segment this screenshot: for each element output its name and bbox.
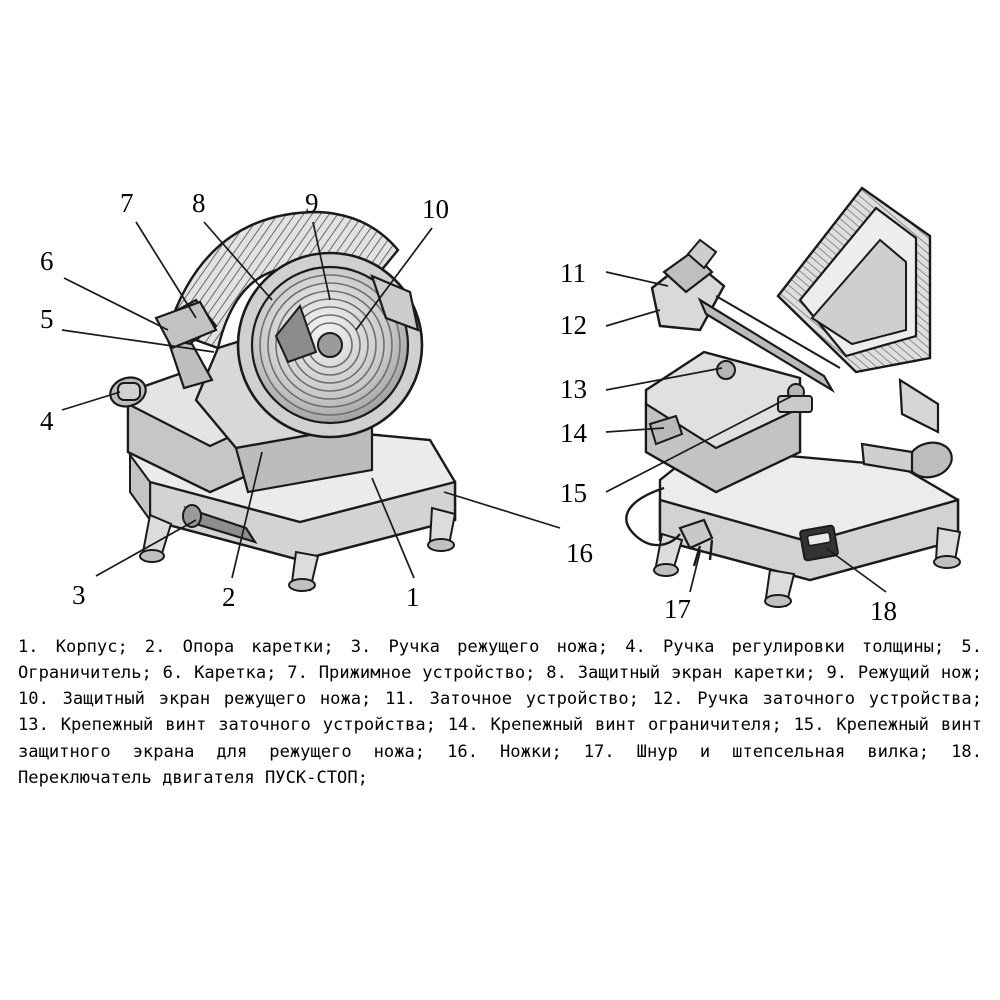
right-machine-view bbox=[560, 188, 960, 626]
callout-16: 16 bbox=[566, 538, 593, 568]
left-machine-view bbox=[40, 188, 593, 612]
parts-legend bbox=[18, 634, 982, 791]
callout-15: 15 bbox=[560, 478, 587, 508]
callout-14: 14 bbox=[560, 418, 587, 448]
callout-6: 6 bbox=[40, 246, 54, 276]
callout-12: 12 bbox=[560, 310, 587, 340]
legend-text: 1. Корпус; 2. Опора каретки; 3. Ручка режущего ножа; 4. Ручка регулировки толщины; 5. Ограничитель; 6. Каретка; 7. Прижимное устройство; 8. Защитный экран каретки; 9. Режущий нож; 10. Защитный экран режущего ножа; 11. Заточное устройство; 12. Ручка заточного устройства; 13. Крепежный винт заточного устройства; 14. Крепежный винт ограничителя; 15. Крепежный винт защитного экрана для режущего ножа; 16. Ножки; 17. Шнур и штепсельная вилка; 18. Переключатель двигателя ПУСК-СТОП; bbox=[18, 637, 982, 788]
callout-4: 4 bbox=[40, 406, 54, 436]
callout-9: 9 bbox=[305, 188, 319, 218]
callout-1: 1 bbox=[406, 582, 420, 612]
callout-13: 13 bbox=[560, 374, 587, 404]
callout-18: 18 bbox=[870, 596, 897, 626]
callout-10: 10 bbox=[422, 194, 449, 224]
callout-3: 3 bbox=[72, 580, 86, 610]
callout-5: 5 bbox=[40, 304, 54, 334]
callout-11: 11 bbox=[560, 258, 586, 288]
callout-8: 8 bbox=[192, 188, 206, 218]
callout-2: 2 bbox=[222, 582, 236, 612]
callout-17: 17 bbox=[664, 594, 691, 624]
callout-7: 7 bbox=[120, 188, 134, 218]
